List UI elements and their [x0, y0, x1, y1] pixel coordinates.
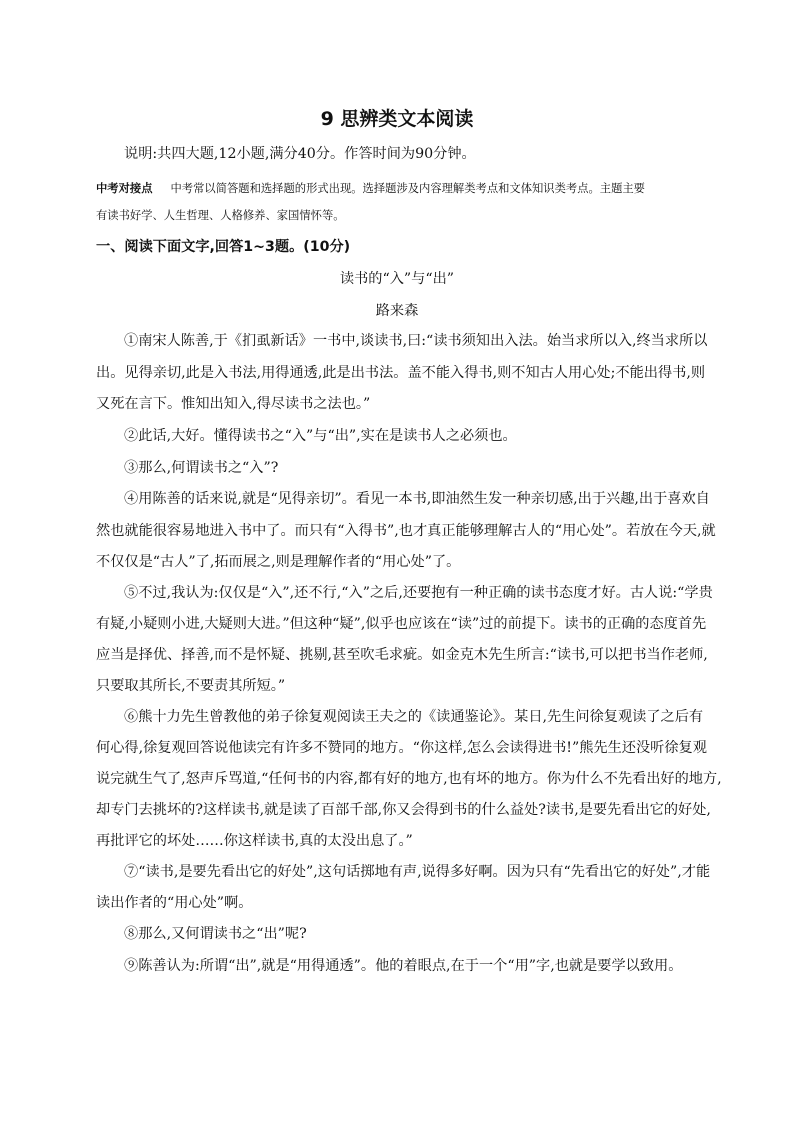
- page-title: 9 思辨类文本阅读: [320, 108, 474, 130]
- paragraph-line: ①南宋人陈善,于《扪虱新话》一书中,谈读书,曰:“读书须知出入法。始当求所以入,终当求所以: [124, 333, 708, 349]
- paragraph-line: ⑤不过,我认为:仅仅是“入”,还不行,“入”之后,还要抱有一种正确的读书态度才好。古人说:“学贵: [124, 585, 713, 601]
- instructions: 说明:共四大题,12小题,满分40分。作答时间为90分钟。: [124, 146, 476, 162]
- exam-point-text-1: 中考常以简答题和选择题的形式出现。选择题涉及内容理解类考点和文体知识类考点。主题主要: [170, 182, 645, 195]
- paragraph-line: ⑧那么,又何谓读书之“出”呢?: [124, 926, 307, 942]
- article-author: 路来森: [375, 303, 419, 319]
- paragraph-line: 不仅仅是“古人”了,拓而展之,则是理解作者的“用心处”了。: [96, 554, 461, 570]
- paragraph-line: ⑨陈善认为:所谓“出”,就是“用得通透”。他的着眼点,在于一个“用”字,也就是要学以致用。: [124, 958, 683, 974]
- exam-point-line-2: 有读书好学、人生哲理、人格修养、家国情怀等。: [96, 209, 345, 222]
- paragraph-line: 然也就能很容易地进入书中了。而只有“入得书”,也才真正能够理解古人的“用心处”。若放在今天,就: [96, 523, 716, 539]
- paragraph-line: ②此话,大好。懂得读书之“入”与“出”,实在是读书人之必须也。: [124, 428, 517, 444]
- paragraph-line: 出。见得亲切,此是入书法,用得通透,此是出书法。盖不能入得书,则不知古人用心处;不能出得书,则: [96, 365, 706, 381]
- section-heading: 一、阅读下面文字,回答1~3题。(10分): [96, 239, 351, 255]
- paragraph-line: 应当是择优、择善,而不是怀疑、挑剔,甚至吹毛求疵。如金克木先生所言:“读书,可以把书当作老师,: [96, 647, 708, 663]
- paragraph-line: 只要取其所长,不要责其所短。”: [96, 678, 286, 694]
- paragraph-line: 说完就生气了,怒声斥骂道,“任何书的内容,都有好的地方,也有坏的地方。你为什么不先看出好的地方,: [96, 771, 722, 787]
- paragraph-line: 却专门去挑坏的?这样读书,就是读了百部千部,你又会得到书的什么益处?读书,是要先看出它的好处,: [96, 802, 711, 818]
- paragraph-line: 再批评它的坏处……你这样读书,真的太没出息了。”: [96, 833, 413, 849]
- paragraph-line: 何心得,徐复观回答说他读完有许多不赞同的地方。“你这样,怎么会读得进书!”熊先生还没听徐复观: [96, 740, 707, 756]
- paragraph-line: ④用陈善的话来说,就是“见得亲切”。看见一本书,即油然生发一种亲切感,出于兴趣,出于喜欢自: [124, 491, 710, 507]
- paragraph-line: ③那么,何谓读书之“入”?: [124, 460, 279, 476]
- exam-point-tag: 中考对接点: [96, 181, 153, 195]
- paragraph-line: ⑥熊十力先生曾教他的弟子徐复观阅读王夫之的《读通鉴论》。某日,先生问徐复观读了之后有: [124, 709, 704, 725]
- paragraph-line: ⑦“读书,是要先看出它的好处”,这句话掷地有声,说得多好啊。因为只有“先看出它的好处”,才能: [124, 864, 711, 880]
- paragraph-line: 又死在言下。惟知出知入,得尽读书之法也。”: [96, 396, 371, 412]
- paragraph-line: 读出作者的“用心处”啊。: [96, 895, 253, 911]
- article-title: 读书的“入”与“出”: [339, 271, 455, 287]
- paragraph-line: 有疑,小疑则小进,大疑则大进。”但这种“疑”,似乎也应该在“读”过的前提下。读书的正确的态度首先: [96, 616, 707, 632]
